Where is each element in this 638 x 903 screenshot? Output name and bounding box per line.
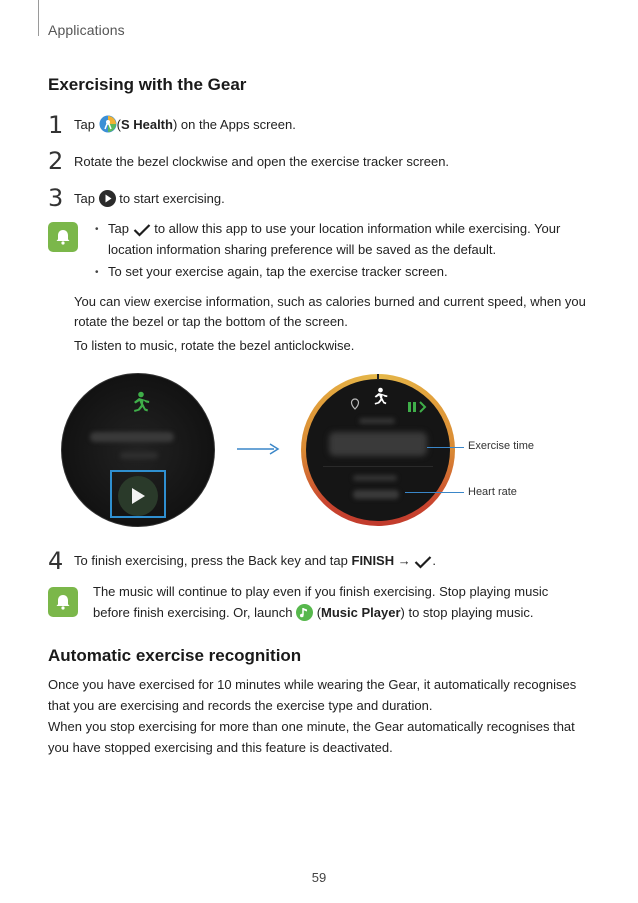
watch-play-button[interactable]: [118, 476, 158, 516]
callout-heart-rate: Heart rate: [468, 486, 517, 498]
note2-line1: The music will continue to play even if you finish exercising. Stop playing music: [93, 584, 549, 599]
blurred-heart-rate: [353, 490, 399, 499]
step1-post: ) on the Apps screen.: [172, 117, 296, 132]
note1-bullet2: To set your exercise again, tap the exercise tracker screen.: [108, 264, 448, 279]
callout-line-heart-rate: [405, 492, 464, 493]
note2-pre: before finish exercising. Or, launch: [93, 605, 293, 620]
step4-text: [74, 550, 436, 575]
note2-line2: [93, 602, 533, 627]
section2-p2-line1: When you stop exercising for more than one minute, the Gear automatically recognises that: [48, 719, 575, 734]
runner-icon: [126, 391, 150, 417]
step-number: 2: [48, 147, 64, 175]
section2-p2-line2: you have stopped exercising and this feature is deactivated.: [48, 740, 393, 755]
watch-screen-exercise: [301, 374, 457, 526]
para-music: To listen to music, rotate the bezel anticlockwise.: [74, 338, 355, 353]
blurred-hr-label: [353, 475, 397, 481]
bezel-tick: [377, 374, 379, 380]
step-number: 3: [48, 184, 64, 212]
callout-exercise-time: Exercise time: [468, 440, 535, 452]
play-triangle-icon: [130, 487, 146, 505]
step1-pre: Tap: [74, 117, 95, 132]
step1-paren: (: [116, 117, 121, 132]
page-number: 59: [311, 870, 327, 885]
checkmark-icon[interactable]: [414, 554, 432, 575]
note1-bullet1-line2: location information sharing preference will be saved as the default.: [108, 242, 497, 257]
music-player-app-icon[interactable]: [296, 604, 313, 627]
callout-line-exercise-time: [427, 447, 464, 448]
note1-tap: Tap: [108, 221, 129, 236]
finish-label: FINISH: [351, 553, 395, 568]
blurred-workout-label: [90, 432, 174, 442]
note-bell-icon: [48, 222, 78, 252]
section2-p1-line1: Once you have exercised for 10 minutes while wearing the Gear, it automatically recognises: [48, 677, 577, 692]
step-number: 4: [48, 547, 64, 575]
step-number: 1: [48, 111, 64, 139]
step1-app-name: S Health: [120, 117, 173, 132]
step4-end: .: [432, 553, 436, 568]
play-icon[interactable]: [99, 190, 116, 213]
step3-text: [74, 188, 225, 213]
runner-icon: [368, 387, 388, 409]
watch-screen-start: [62, 374, 214, 526]
note2-post: ) to stop playing music.: [400, 605, 534, 620]
note1-b1-text: to allow this app to use your location information while exercising. Your: [154, 221, 561, 236]
blurred-exercise-time: [329, 432, 427, 456]
section-title-exercising: Exercising with the Gear: [48, 75, 247, 94]
arrow-right-icon: [236, 442, 280, 456]
step2-text: Rotate the bezel clockwise and open the exercise tracker screen.: [74, 154, 450, 169]
para-exercise-info-line2: rotate the bezel or tap the bottom of the screen.: [74, 314, 348, 329]
note-bell-icon: [48, 587, 78, 617]
bullet-dot: •: [95, 267, 99, 278]
section2-p1-line2: that you are exercising and records the exercise type and duration.: [48, 698, 433, 713]
running-head: Applications: [48, 22, 125, 38]
para-exercise-info-line1: You can view exercise information, such as calories burned and current speed, when you: [74, 294, 586, 309]
header-rule: [38, 0, 39, 36]
note2-app-name: Music Player: [321, 605, 401, 620]
location-pin-icon: [350, 398, 360, 410]
note2-paren: (: [316, 605, 322, 620]
step4-arrow: →: [397, 553, 411, 568]
step3-pre: Tap: [74, 191, 95, 206]
blurred-workout-sub: [120, 452, 158, 459]
pause-resume-icon[interactable]: [407, 401, 429, 413]
step4-pre: To finish exercising, press the Back key and tap: [74, 553, 348, 568]
step3-post: to start exercising.: [119, 191, 225, 206]
bullet-dot: •: [95, 224, 99, 235]
step1-text: [74, 114, 296, 139]
watch-divider: [323, 466, 433, 467]
blurred-time-label: [359, 418, 395, 424]
section-title-auto-recognition: Automatic exercise recognition: [48, 646, 302, 665]
s-health-app-icon[interactable]: [99, 115, 117, 139]
